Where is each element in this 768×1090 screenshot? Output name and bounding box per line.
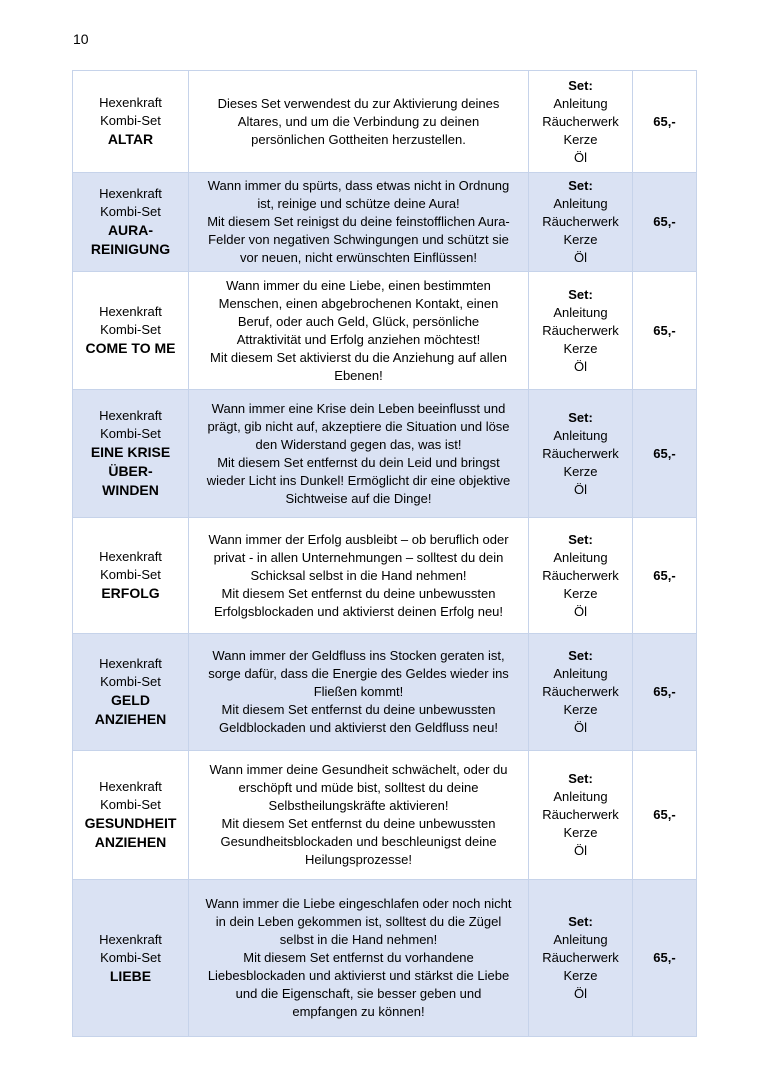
description-cell — [189, 751, 529, 880]
description-line: Menschen, einen abgebrochenen Kontakt, einen — [218, 295, 499, 311]
description-line: Selbstheilungskräfte aktivieren! — [268, 798, 449, 813]
description-line: Mit diesem Set entfernst du dein Leid und bringst — [217, 454, 500, 470]
description-line: wieder Licht ins Dunkel! Ermöglicht dir eine objektive — [206, 472, 511, 488]
set-contents-cell — [529, 71, 633, 173]
description-line: den Widerstand gegen das, was ist! — [255, 436, 462, 452]
page-number: 10 — [73, 31, 89, 47]
set-item: Anleitung — [553, 932, 608, 947]
set-label: Set: — [568, 178, 593, 193]
product-prefix: Hexenkraft — [99, 549, 162, 564]
product-name-line: ÜBER- — [108, 463, 153, 479]
description-line: erschöpft und müde bist, solltest du deine — [238, 780, 479, 795]
product-name-line: AURA- — [107, 222, 154, 238]
price-cell — [633, 880, 697, 1037]
set-label: Set: — [568, 914, 593, 929]
set-item: Kerze — [563, 131, 598, 147]
description-cell — [189, 518, 529, 634]
price-cell — [633, 173, 697, 272]
price: 65,- — [653, 113, 676, 129]
description-line: Altares, und um die Verbindung zu deinen — [237, 113, 480, 129]
product-kind: Kombi-Set — [100, 113, 161, 128]
product-prefix: Hexenkraft — [99, 931, 162, 947]
set-item: Kerze — [563, 340, 598, 356]
description-line: Attraktivität und Erfolg anziehen möchtest! — [236, 331, 481, 347]
description-line: sorge dafür, dass die Energie des Geldes wieder ins — [208, 666, 509, 681]
table-row — [73, 272, 697, 390]
product-prefix: Hexenkraft — [99, 186, 162, 201]
description-line: Dieses Set verwendest du zur Aktivierung deines — [217, 95, 500, 111]
set-label: Set: — [568, 771, 593, 786]
description-line: Mit diesem Set aktivierst du die Anziehung auf allen — [209, 349, 507, 365]
set-contents-cell — [529, 272, 633, 390]
description-cell — [189, 634, 529, 751]
description-line: Mit diesem Set entfernst du deine unbewussten — [221, 816, 496, 831]
table-row — [73, 518, 697, 634]
product-name-cell — [73, 173, 189, 272]
product-name-line: GELD — [111, 692, 150, 708]
table-row — [73, 71, 697, 173]
price-cell — [633, 390, 697, 518]
price-cell — [633, 518, 697, 634]
description-cell — [189, 390, 529, 518]
set-contents-cell — [529, 518, 633, 634]
product-kind: Kombi-Set — [100, 797, 161, 812]
description-line: Erfolgsblockaden und aktivierst deinen Erfolg neu! — [213, 603, 504, 619]
set-item: Öl — [574, 986, 587, 1001]
description-line: prägt, gib nicht auf, akzeptiere die Situation und löse — [207, 418, 510, 434]
set-item: Kerze — [563, 702, 598, 717]
table-row — [73, 880, 697, 1037]
set-item: Kerze — [563, 825, 598, 840]
product-name-cell — [73, 634, 189, 751]
description-line: Heilungsprozesse! — [305, 852, 412, 867]
product-name-cell — [73, 390, 189, 518]
product-name-cell — [73, 880, 189, 1037]
set-label: Set: — [568, 409, 593, 425]
description-line: persönlichen Gottheiten herzustellen. — [251, 131, 466, 147]
set-item: Anleitung — [553, 95, 608, 111]
product-kind: Kombi-Set — [100, 204, 161, 219]
table-row — [73, 634, 697, 751]
description-line: vor neuen, nicht erwünschten Einflüssen! — [239, 250, 478, 265]
product-prefix: Hexenkraft — [99, 95, 162, 110]
product-name-cell — [73, 518, 189, 634]
price: 65,- — [653, 807, 676, 822]
product-name-cell — [73, 751, 189, 880]
description-line: Wann immer du eine Liebe, einen bestimmten — [226, 277, 491, 293]
description-line: Wann immer die Liebe eingeschlafen oder noch nicht — [205, 896, 512, 911]
product-prefix: Hexenkraft — [99, 779, 162, 794]
set-item: Kerze — [563, 463, 598, 479]
set-item: Räucherwerk — [542, 322, 619, 338]
description-line: Ebenen! — [334, 367, 383, 383]
set-item: Öl — [574, 481, 587, 497]
set-item: Öl — [574, 358, 587, 374]
description-line: privat - in allen Unternehmungen – solltest du dein — [213, 549, 504, 565]
description-cell — [189, 272, 529, 390]
set-contents-cell — [529, 173, 633, 272]
product-prefix: Hexenkraft — [99, 304, 162, 319]
product-name-line: ANZIEHEN — [94, 834, 167, 850]
description-line: Liebesblockaden und aktivierst und stärkst die Liebe — [207, 968, 510, 983]
description-line: Sichtweise auf die Dinge! — [285, 490, 432, 506]
description-line: Mit diesem Set entfernst du deine unbewussten — [221, 702, 496, 717]
product-kind: Kombi-Set — [100, 567, 161, 582]
set-contents-cell — [529, 751, 633, 880]
set-item: Räucherwerk — [542, 567, 619, 583]
description-line: empfangen zu können! — [292, 1004, 425, 1019]
product-name-line: WINDEN — [102, 482, 159, 498]
product-name-line: LIEBE — [109, 967, 152, 984]
price-cell — [633, 751, 697, 880]
set-label: Set: — [568, 286, 593, 302]
product-name-line: COME TO ME — [85, 340, 176, 356]
description-line: Wann immer du spürts, dass etwas nicht in Ordnung — [207, 178, 510, 193]
set-item: Anleitung — [553, 427, 608, 443]
description-line: selbst in die Hand nehmen! — [279, 932, 438, 947]
product-name-line: EINE KRISE — [90, 444, 171, 460]
set-label: Set: — [568, 648, 593, 663]
product-prefix: Hexenkraft — [99, 408, 162, 423]
product-kind: Kombi-Set — [100, 674, 161, 689]
product-kind: Kombi-Set — [100, 426, 161, 441]
description-line: Wann immer eine Krise dein Leben beeinflusst und — [211, 400, 506, 416]
price: 65,- — [653, 567, 676, 583]
description-line: Geldblockaden und aktivierst den Geldfluss neu! — [219, 720, 498, 735]
product-name-line: REINIGUNG — [90, 241, 171, 257]
set-item: Anleitung — [553, 549, 608, 565]
set-item: Räucherwerk — [542, 445, 619, 461]
product-name-line: ANZIEHEN — [94, 711, 167, 727]
set-item: Räucherwerk — [542, 950, 619, 965]
set-item: Anleitung — [553, 196, 608, 211]
set-item: Öl — [574, 250, 587, 265]
table-row — [73, 751, 697, 880]
product-prefix: Hexenkraft — [99, 656, 162, 671]
set-item: Öl — [574, 843, 587, 858]
set-contents-cell — [529, 880, 633, 1037]
description-line: Felder von negativen Schwingungen und schützt sie — [208, 232, 509, 247]
set-label: Set: — [568, 531, 593, 547]
description-line: Mit diesem Set reinigst du deine feinstofflichen Aura- — [207, 214, 510, 229]
description-cell — [189, 173, 529, 272]
set-item: Anleitung — [553, 304, 608, 320]
description-line: Wann immer deine Gesundheit schwächelt, oder du — [209, 762, 508, 777]
description-line: Beruf, oder auch Geld, Glück, persönliche — [237, 313, 480, 329]
price: 65,- — [653, 950, 676, 965]
description-line: Schicksal selbst in die Hand nehmen! — [250, 567, 467, 583]
price: 65,- — [653, 445, 676, 461]
product-kind: Kombi-Set — [100, 322, 161, 337]
set-contents-cell — [529, 390, 633, 518]
set-item: Öl — [574, 149, 587, 165]
set-item: Kerze — [563, 232, 598, 247]
price-cell — [633, 634, 697, 751]
set-contents-cell — [529, 634, 633, 751]
description-line: Mit diesem Set entfernst du vorhandene — [243, 950, 474, 965]
description-line: Mit diesem Set entfernst du deine unbewussten — [221, 585, 496, 601]
set-item: Kerze — [563, 968, 598, 983]
set-item: Räucherwerk — [542, 113, 619, 129]
description-line: Gesundheitsblockaden und beschleunigst deine — [220, 834, 497, 849]
description-line: Wann immer der Geldfluss ins Stocken geraten ist, — [212, 648, 505, 663]
price-cell — [633, 272, 697, 390]
description-cell — [189, 71, 529, 173]
description-line: Fließen kommt! — [313, 684, 404, 699]
product-table — [72, 70, 697, 1037]
table-row — [73, 173, 697, 272]
product-name-cell — [73, 272, 189, 390]
product-name-line: GESUNDHEIT — [84, 815, 177, 831]
table-row — [73, 390, 697, 518]
price: 65,- — [653, 684, 676, 699]
set-label: Set: — [568, 77, 593, 93]
price: 65,- — [653, 322, 676, 338]
description-line: und die Eigenschaft, sie besser geben und — [235, 986, 482, 1001]
set-item: Räucherwerk — [542, 214, 619, 229]
set-item: Öl — [574, 720, 587, 735]
description-cell — [189, 880, 529, 1037]
set-item: Räucherwerk — [542, 807, 619, 822]
product-name-cell — [73, 71, 189, 173]
description-line: ist, reinige und schütze deine Aura! — [257, 196, 460, 211]
price-cell — [633, 71, 697, 173]
product-kind: Kombi-Set — [100, 949, 161, 965]
set-item: Anleitung — [553, 666, 608, 681]
set-item: Kerze — [563, 585, 598, 601]
set-item: Räucherwerk — [542, 684, 619, 699]
price: 65,- — [653, 214, 676, 229]
description-line: Wann immer der Erfolg ausbleibt – ob beruflich oder — [208, 531, 509, 547]
set-item: Öl — [574, 603, 587, 619]
product-name-line: ERFOLG — [101, 585, 160, 601]
description-line: in dein Leben gekommen ist, solltest du die Zügel — [215, 914, 502, 929]
set-item: Anleitung — [553, 789, 608, 804]
product-name-line: ALTAR — [107, 131, 154, 147]
